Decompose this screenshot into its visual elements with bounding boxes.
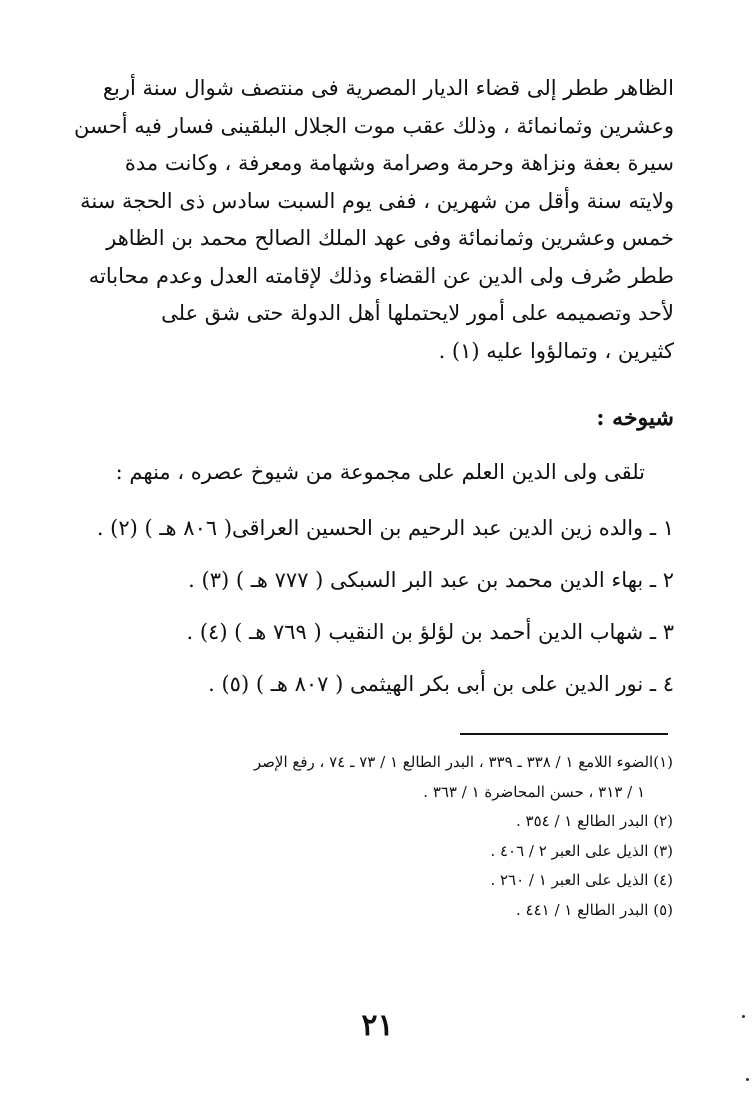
teachers-list — [97, 513, 674, 721]
teacher-item: ٢ ـ بهاء الدين محمد بن عبد البر السبكى ( ٧٧٧ هـ ) (٣) . — [188, 568, 674, 592]
scan-speck — [742, 1015, 745, 1018]
footnote-item: (٥) البدر الطالع ١ / ٤٤١ . — [515, 900, 673, 919]
teacher-item: ٣ ـ شهاب الدين أحمد بن لؤلؤ بن النقيب ( ٧٦٩ هـ ) (٤) . — [186, 620, 674, 644]
footnote-item: (٢) البدر الطالع ١ / ٣٥٤ . — [515, 812, 673, 830]
paragraph-line: وعشرين وثمانمائة ، وذلك عقب موت الجلال البلقينى فسار فيه أحسن — [74, 113, 674, 138]
paragraph-line: ولايته سنة وأقل من شهرين ، ففى يوم السبت سادس ذى الحجة سنة — [80, 188, 674, 213]
paragraph-line: لأحد وتصميمه على أمور لايحتملها أهل الدولة حتى شق على — [161, 301, 674, 325]
footnote-item: (١)الضوء اللامع ١ / ٣٣٨ ـ ٣٣٩ ، البدر الطالع ١ / ٧٣ ـ ٧٤ ، رفع الإصر — [253, 753, 673, 771]
scan-speck — [746, 1078, 749, 1081]
footnote-item: (٣) الذيل على العبر ٢ / ٤٠٦ . — [490, 841, 673, 860]
paragraph-line: ططر صُرف ولى الدين عن القضاء وذلك لإقامته العدل وعدم محاباته — [88, 263, 674, 288]
section-heading: شيوخه : — [596, 405, 674, 431]
footnote-continuation: ١ / ٣١٣ ، حسن المحاضرة ١ / ٣٦٣ . — [423, 782, 645, 801]
paragraph-line: خمس وعشرين وثمانمائة وفى عهد الملك الصالح محمد بن الظاهر — [106, 226, 674, 250]
footnote-divider — [460, 733, 668, 735]
paragraph-line: سيرة بعفة ونزاهة وحرمة وصرامة وشهامة ومعرفة ، وكانت مدة — [124, 151, 674, 175]
intro-sentence: تلقى ولى الدين العلم على مجموعة من شيوخ عصره ، منهم : — [115, 460, 645, 484]
footnotes-list — [254, 751, 673, 928]
footnote-item: (٤) الذيل على العبر ١ / ٢٦٠ . — [490, 871, 673, 889]
teacher-item: ١ ـ والده زين الدين عبد الرحيم بن الحسين العراقى( ٨٠٦ هـ ) (٢) . — [96, 516, 674, 540]
body-paragraph — [74, 70, 674, 370]
paragraph-line: كثيرين ، وتمالؤوا عليه (١) . — [438, 338, 674, 363]
teacher-item: ٤ ـ نور الدين على بن أبى بكر الهيثمى ( ٨٠٧ هـ ) (٥) . — [208, 672, 674, 696]
paragraph-line: الظاهر ططر إلى قضاء الديار المصرية فى منتصف شوال سنة أربع — [102, 76, 674, 100]
page-number: ٢١ — [361, 1008, 394, 1043]
